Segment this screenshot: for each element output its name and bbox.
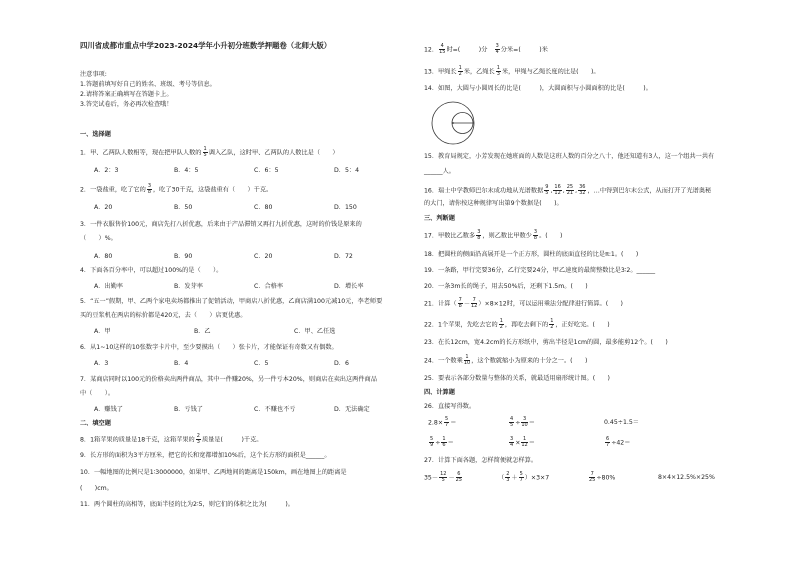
question-22: 22．1个苹果，先吃去它的 $\frac{1}{2}$ ，再吃去剩下的 $\frac{1}{2}$ ，正好吃完。( ) [424,318,610,330]
question-5-cont: 买的豆浆机在两店的标价都是420元，去（ ）店更优惠。 [80,312,247,319]
option[interactable]: B．发芽率 [174,283,203,290]
section-heading-calc: 四、计算题 [424,389,455,396]
section-heading-judge: 三、判断题 [424,215,455,222]
calc-item: $\frac{3}{4}$ × $\frac{1}{12}$ ＝ [510,436,535,448]
fraction: $\frac{1}{2}$ [458,65,462,77]
question-13: 13．甲绳长 $\frac{1}{2}$ 米，乙绳长 $\frac{1}{3}$ 米，甲绳与乙绳长度的比是( )。 [424,65,600,77]
question-19: 19．一条路，甲行完要36分，乙行完要24分，甲乙速度的最简整数比是3∶2。______ [424,267,656,274]
fraction: $\frac{5}{7}$ [519,471,523,483]
fraction: $\frac{12}{5}$ [440,471,447,483]
center-point [452,122,454,124]
fraction: $\frac{1}{2}$ [499,318,503,330]
option[interactable]: A．甲 [94,328,111,335]
fraction: $\frac{2}{3}$ [196,433,200,445]
question-21: 21．计算（ $\frac{7}{8}$ － $\frac{7}{12}$ ）×8×12时，可以运用乘法分配律进行简算。( ) [424,297,623,309]
option[interactable]: C．5 [254,360,269,367]
option[interactable]: D．无法确定 [334,406,370,413]
fraction: $\frac{36}{32}$ [579,184,586,196]
fraction: $\frac{16}{12}$ [554,184,561,196]
option[interactable]: D．150 [334,204,357,211]
calc-item: 0.45÷1.5＝ [604,419,639,426]
fraction: $\frac{7}{25}$ [589,471,596,483]
calc-item: $\frac{7}{25}$ ÷80% [589,471,616,483]
option[interactable]: A．20 [94,204,113,211]
fraction: $\frac{3}{4}$ [495,43,499,55]
question-26: 26．直接写得数。 [424,403,476,410]
fraction: $\frac{2}{3}$ [506,471,510,483]
question-3: 3．一件衣服售价100元，商店先打八折优惠，后来由于产品滞销又再打九折优惠，这时的价钱是原来的 [80,221,362,228]
calc-item: 35－ $\frac{12}{5}$ － $\frac{6}{25}$ [424,471,462,483]
fraction: $\frac{6}{25}$ [455,471,462,483]
fraction: $\frac{6}{7}$ [606,436,610,448]
option[interactable]: B．90 [174,253,193,260]
calc-item: （ $\frac{2}{3}$ ＋ $\frac{5}{7}$ ）×3×7 [498,471,550,483]
fraction: $\frac{7}{8}$ [458,297,462,309]
fraction: $\frac{4}{15}$ [439,43,446,55]
notice-item: 3.答完试卷后，务必再次检查哦！ [80,101,173,108]
question-17: 17．甲数比乙数多 $\frac{3}{8}$ ，则乙数比甲数少 $\frac{3}{8}$ 。( ) [424,229,563,241]
option[interactable]: C．80 [254,204,273,211]
fraction: $\frac{9}{5}$ [545,184,549,196]
question-15: 15．教育局规定，小芳发现在她班面的人数是这班人数的百分之八十，他还知道有3人，这一个组共一共有 [424,153,715,160]
fraction: $\frac{3}{8}$ [533,229,538,241]
question-9: 9．长方形的面积为3平方厘米，把它的长和宽都增加10%后，这个长方形的面积是______。 [80,452,331,459]
question-23: 23．在长12cm，宽4.2cm的长方形纸中，剪出半径是1cm的圆，最多能剪12个。( ) [424,339,668,346]
fraction: $\frac{1}{10}$ [463,354,471,366]
fraction: $\frac{3}{8}$ [147,183,151,195]
option[interactable]: D．增长率 [334,283,364,290]
question-7: 7．某商店同时以100元的价格卖出两件商品，其中一件赚20%，另一件亏本20%，则商店在卖出这两件商品 [80,376,377,383]
option[interactable]: B．50 [174,204,193,211]
section-heading-choice: 一、选择题 [80,131,111,138]
question-16: 16．瑞士中学教师巴尔末成功地从光谱数据 $\frac{9}{5}$ , $\frac{16}{12}$ , $\frac{25}{21}$ , $\frac{36}{32}$ ，…中得到巴尔末公式，从而打开了光谱奥秘 [424,184,712,196]
option[interactable]: D．72 [334,253,353,260]
fraction: $\frac{3}{10}$ [521,416,528,428]
question-10: 10．一幅地图的比例尺是1∶3000000，如果甲、乙两地间的距离是150km，画在地图上的距离是 [80,469,347,476]
fraction: $\frac{1}{12}$ [521,436,528,448]
calc-item: $\frac{4}{5}$ ÷ $\frac{3}{10}$ ＝ [510,416,535,428]
question-20: 20．一条3m长的绳子，用去50%后，还剩下1.5m。( ) [424,283,588,290]
option[interactable]: B．4：5 [174,167,199,174]
question-11: 11．两个圆柱的高相等，底面半径的比为2∶5，则它们的体积之比为( )。 [80,501,294,508]
option[interactable]: D．6 [334,360,349,367]
fraction: $\frac{7}{12}$ [471,297,478,309]
option[interactable]: A．2：3 [94,167,119,174]
question-24: 24．一个数乘 $\frac{1}{10}$ ，这个数就缩小为原来的十分之一。( ) [424,354,588,366]
page-title: 四川省成都市重点中学2023-2024学年小升初分班数学押题卷（北师大版） [80,41,332,50]
option[interactable]: A．3 [94,360,109,367]
option[interactable]: A．赚钱了 [94,406,123,413]
fraction: $\frac{5}{7}$ [445,416,449,428]
question-2: 2．一袋盐重，吃了它的 $\frac{3}{8}$ ，吃了30千克，这袋盐重有（ ）千克。 [80,183,273,195]
question-16-cont: 的大门，请你按这种规律写出第9个数据是( )。 [424,200,563,207]
question-3-cont: （ ）%。 [80,235,117,242]
option[interactable]: C．不赚也不亏 [254,406,296,413]
fraction: $\frac{1}{6}$ [442,436,446,448]
option[interactable]: B．乙 [194,328,211,335]
calc-item: 8×4×12.5%×25% [658,474,715,481]
option[interactable]: C．6：5 [254,167,279,174]
question-15-cont: ______人。 [424,168,455,175]
question-8: 8．1箱苹果的质量是18千克，这箱苹果的 $\frac{2}{3}$ 质量是( )千克。 [80,433,263,445]
question-7-cont: 中（ ）。 [80,390,115,397]
option[interactable]: B．亏钱了 [174,406,203,413]
option[interactable]: B．4 [174,360,189,367]
fraction: $\frac{4}{5}$ [510,416,514,428]
question-1: 1．甲、乙两队人数相等，现在把甲队人数的 $\frac{1}{5}$ 调入乙队，这时甲、乙两队的人数比是（ ） [80,146,339,158]
option[interactable]: C．合格率 [254,283,284,290]
question-6: 6．从1~10这样的10张数字卡片中，至少要摸出（ ）张卡片，才能保证有奇数又有偶数。 [80,344,338,351]
fraction: $\frac{3}{4}$ [510,436,514,448]
option[interactable]: A．80 [94,253,113,260]
question-27: 27．计算下面各题，怎样简便就怎样算。 [424,457,538,464]
fraction: $\frac{5}{9}$ [430,436,434,448]
fraction: $\frac{25}{21}$ [566,184,574,196]
option[interactable]: C．甲、乙任选 [294,328,336,335]
notice-item: 2.请将答案正确填写在答题卡上。 [80,91,173,98]
question-14: 14．如图，大圆与小圆周长的比是( )，大圆面积与小圆面积的比是( )。 [424,85,652,92]
question-25: 25．要表示各部分数量与整体的关系，就最适用扇形统计图。( ) [424,375,610,382]
fraction: $\frac{1}{5}$ [203,146,207,158]
calc-item: 2.8× $\frac{5}{7}$ ＝ [428,416,457,428]
fraction: $\frac{3}{8}$ [477,229,481,241]
option[interactable]: A．出勤率 [94,283,123,290]
question-10-cont: ( )cm。 [80,485,113,492]
question-18: 18．把圆柱的侧面沿高展开是一个正方形，圆柱的底面直径的比是π:1。( ) [424,251,639,258]
calc-item: $\frac{5}{9}$ ÷ $\frac{1}{6}$ ＝ [430,436,454,448]
question-5: 5．“五一”假期，甲、乙两个家电卖场都推出了促销活动，甲商店八折优惠，乙商店满100元减10元，李老师要 [80,298,383,305]
section-heading-fill: 二、填空题 [80,420,111,427]
notice-heading: 注意事项: [80,71,107,78]
option[interactable]: D．5：4 [334,167,360,174]
calc-item: $\frac{6}{7}$ ÷42＝ [606,436,631,448]
notice-item: 1.答题前填写好自己的姓名、班级、考号等信息。 [80,81,216,88]
question-12: 12． $\frac{4}{15}$ 时=( )分 $\frac{3}{4}$ 分米=( )米 [424,43,548,55]
question-4: 4．下面各百分率中，可以超过100%的是（ ）。 [80,267,223,274]
fraction: $\frac{1}{2}$ [550,318,554,330]
circles-figure [430,100,476,146]
fraction: $\frac{1}{3}$ [496,65,500,77]
option[interactable]: C．20 [254,253,273,260]
